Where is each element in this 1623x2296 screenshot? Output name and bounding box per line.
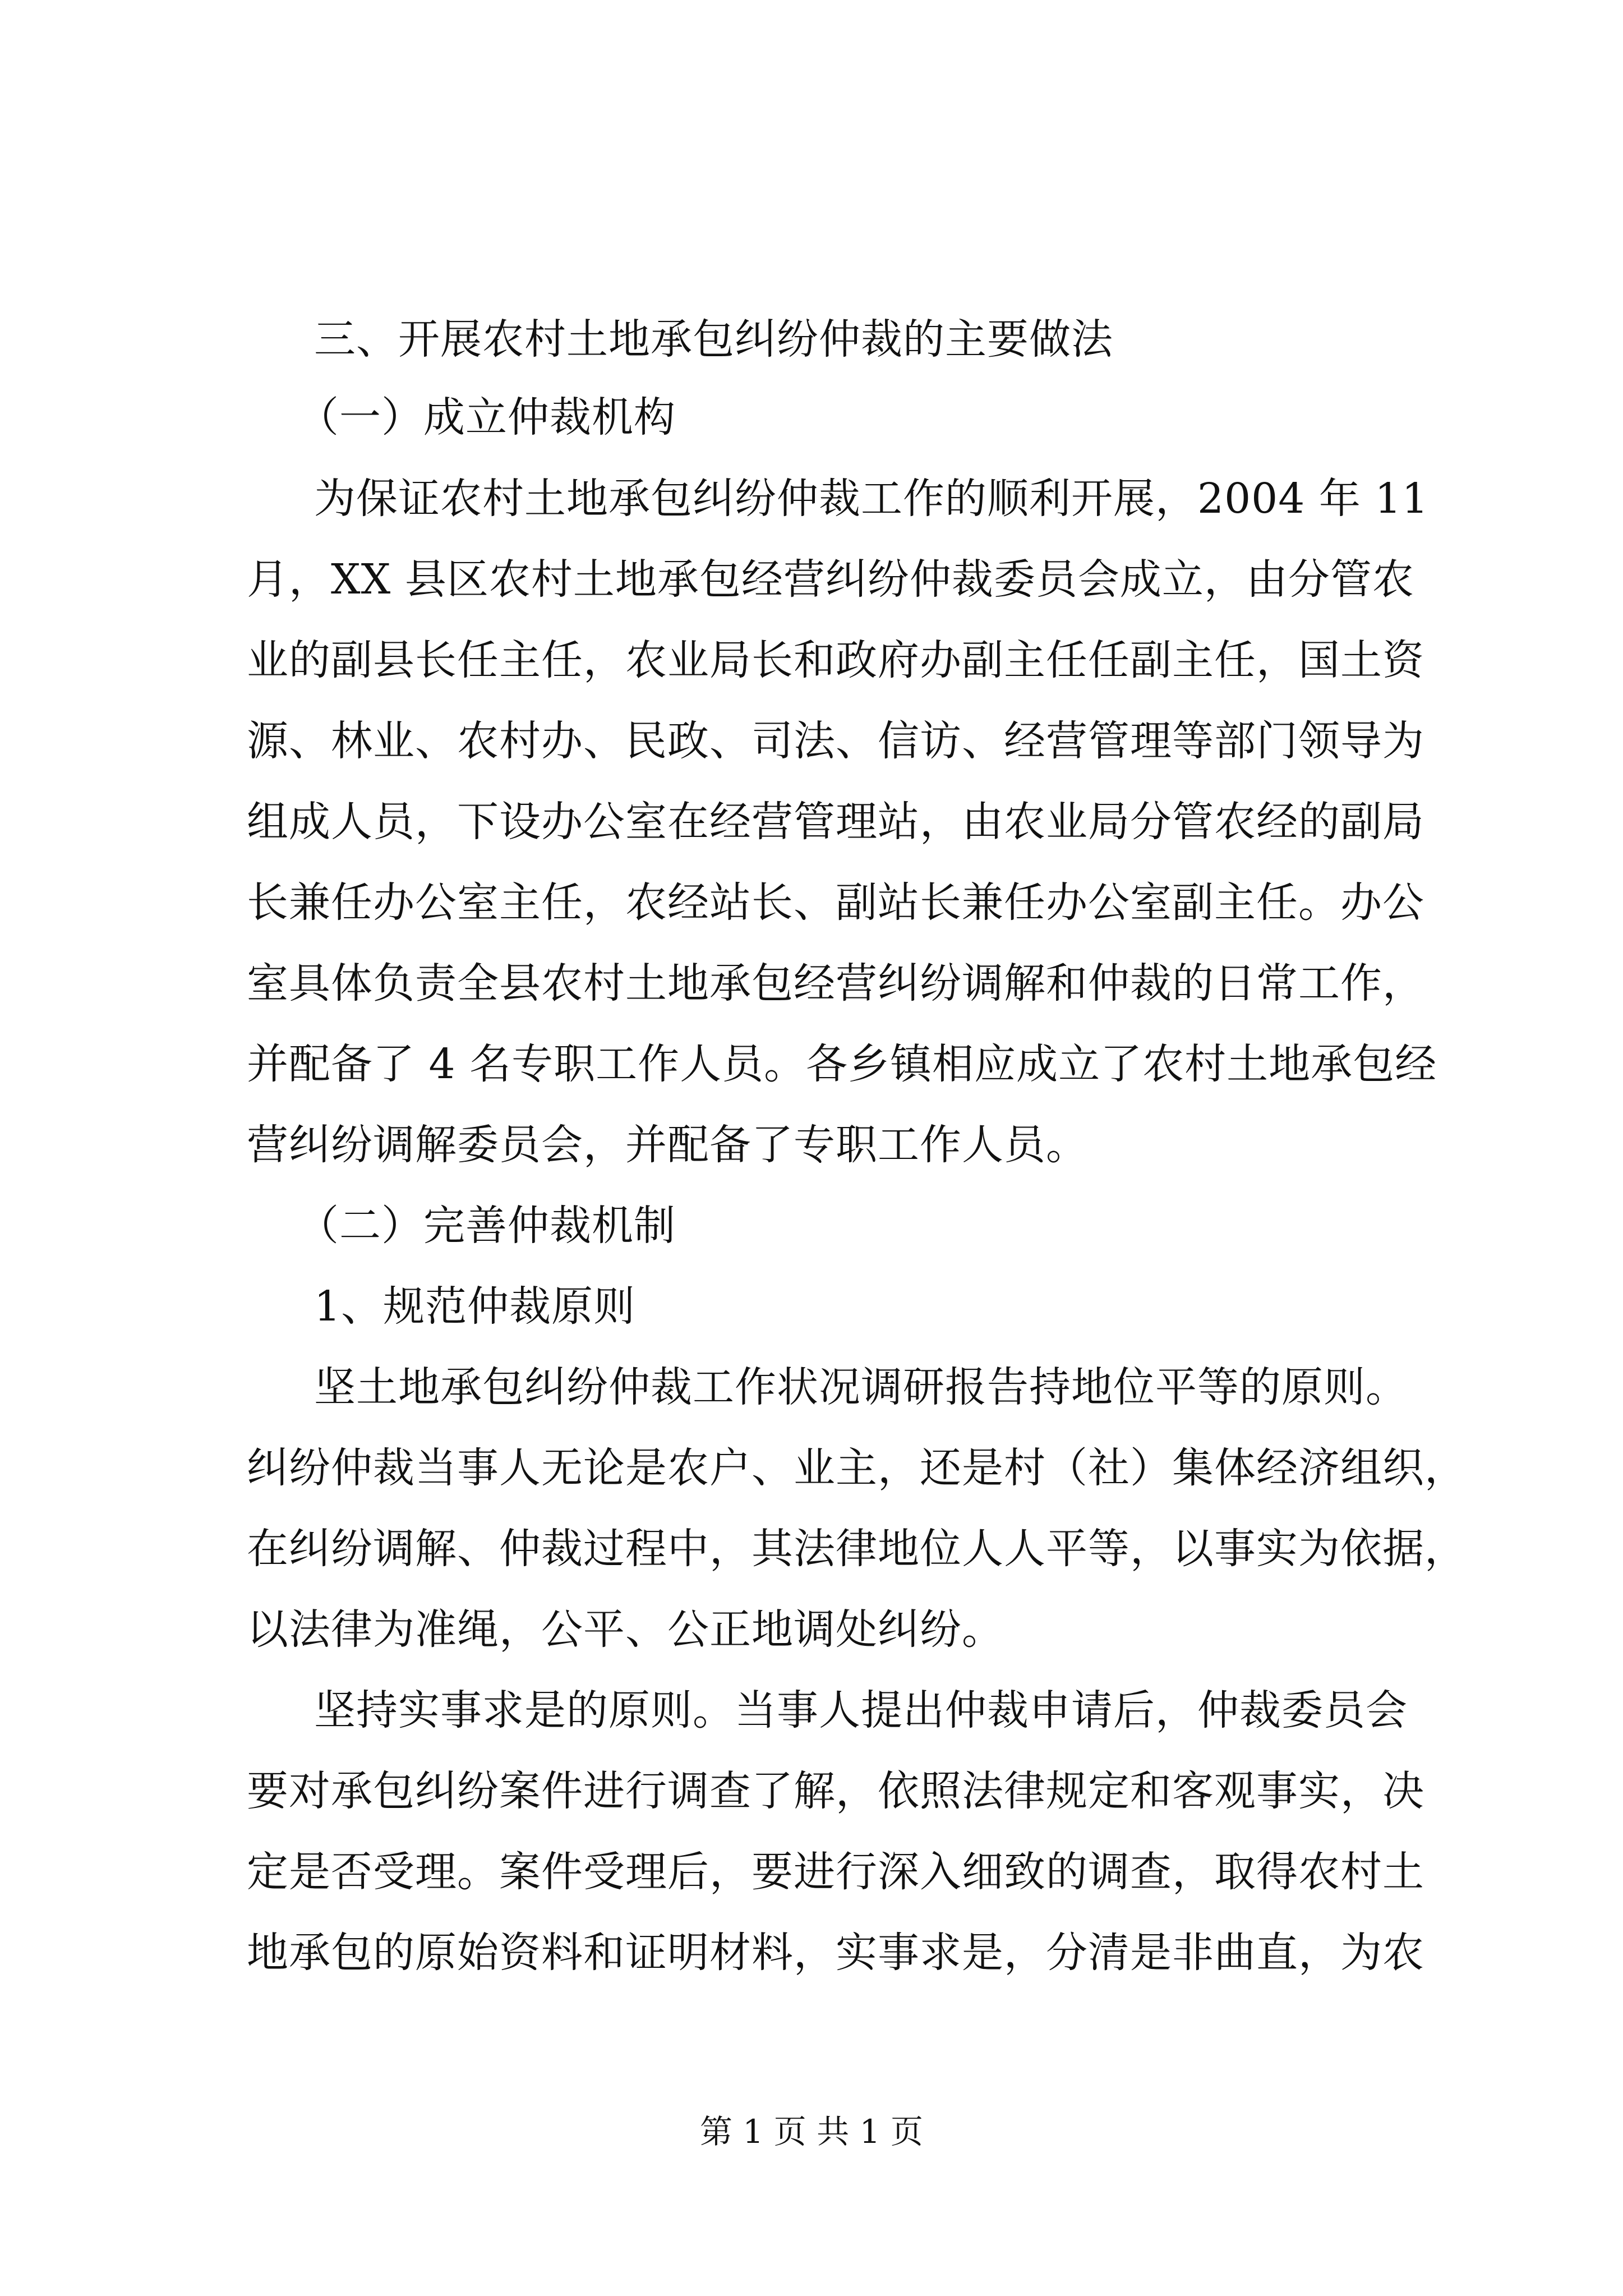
paragraph-line: 长兼任办公室主任，农经站长、副站长兼任办公室副主任。办公 <box>247 878 1424 927</box>
paragraph-line: 组成人员，下设办公室在经营管理站，由农业局分管农经的副局 <box>247 798 1424 846</box>
paragraph-line: 以法律为准绳，公平、公正地调处纠纷。 <box>247 1605 1004 1654</box>
subsection-heading-1: （一）成立仲裁机构 <box>297 393 676 441</box>
paragraph-line: 地承包的原始资料和证明材料，实事求是，分清是非曲直，为农 <box>247 1929 1424 1977</box>
paragraph-line: 要对承包纠纷案件进行调查了解，依照法律规定和客观事实，决 <box>247 1767 1424 1815</box>
paragraph-line: 定是否受理。案件受理后，要进行深入细致的调查，取得农村土 <box>247 1848 1424 1896</box>
paragraph-line: 坚土地承包纠纷仲裁工作状况调研报告持地位平等的原则。 <box>314 1363 1408 1411</box>
paragraph-line: 月，XX 县区农村土地承包经营纠纷仲裁委员会成立，由分管农 <box>247 555 1414 604</box>
paragraph-line: 坚持实事求是的原则。当事人提出仲裁申请后，仲裁委员会 <box>314 1686 1408 1734</box>
paragraph-line: 营纠纷调解委员会，并配备了专职工作人员。 <box>247 1121 1088 1169</box>
section-heading: 三、开展农村土地承包纠纷仲裁的主要做法 <box>314 315 1113 364</box>
paragraph-line: 在纠纷调解、仲裁过程中，其法律地位人人平等，以事实为依据， <box>247 1525 1467 1573</box>
page-footer: 第 1 页 共 1 页 <box>700 2113 923 2151</box>
paragraph-line: 源、林业、农村办、民政、司法、信访、经营管理等部门领导为 <box>247 717 1424 765</box>
paragraph-line: 并配备了 4 名专职工作人员。各乡镇相应成立了农村土地承包经 <box>247 1040 1437 1088</box>
paragraph-line: 纠纷仲裁当事人无论是农户、业主，还是村（社）集体经济组织， <box>247 1444 1467 1492</box>
paragraph-line: 室具体负责全县农村土地承包经营纠纷调解和仲裁的日常工作， <box>247 959 1424 1007</box>
paragraph-line: 业的副县长任主任，农业局长和政府办副主任任副主任，国土资 <box>247 636 1424 684</box>
item-heading: 1、规范仲裁原则 <box>314 1282 636 1331</box>
subsection-heading-2: （二）完善仲裁机制 <box>297 1202 676 1250</box>
paragraph-line: 为保证农村土地承包纠纷仲裁工作的顺利开展，2004 年 11 <box>314 475 1429 523</box>
